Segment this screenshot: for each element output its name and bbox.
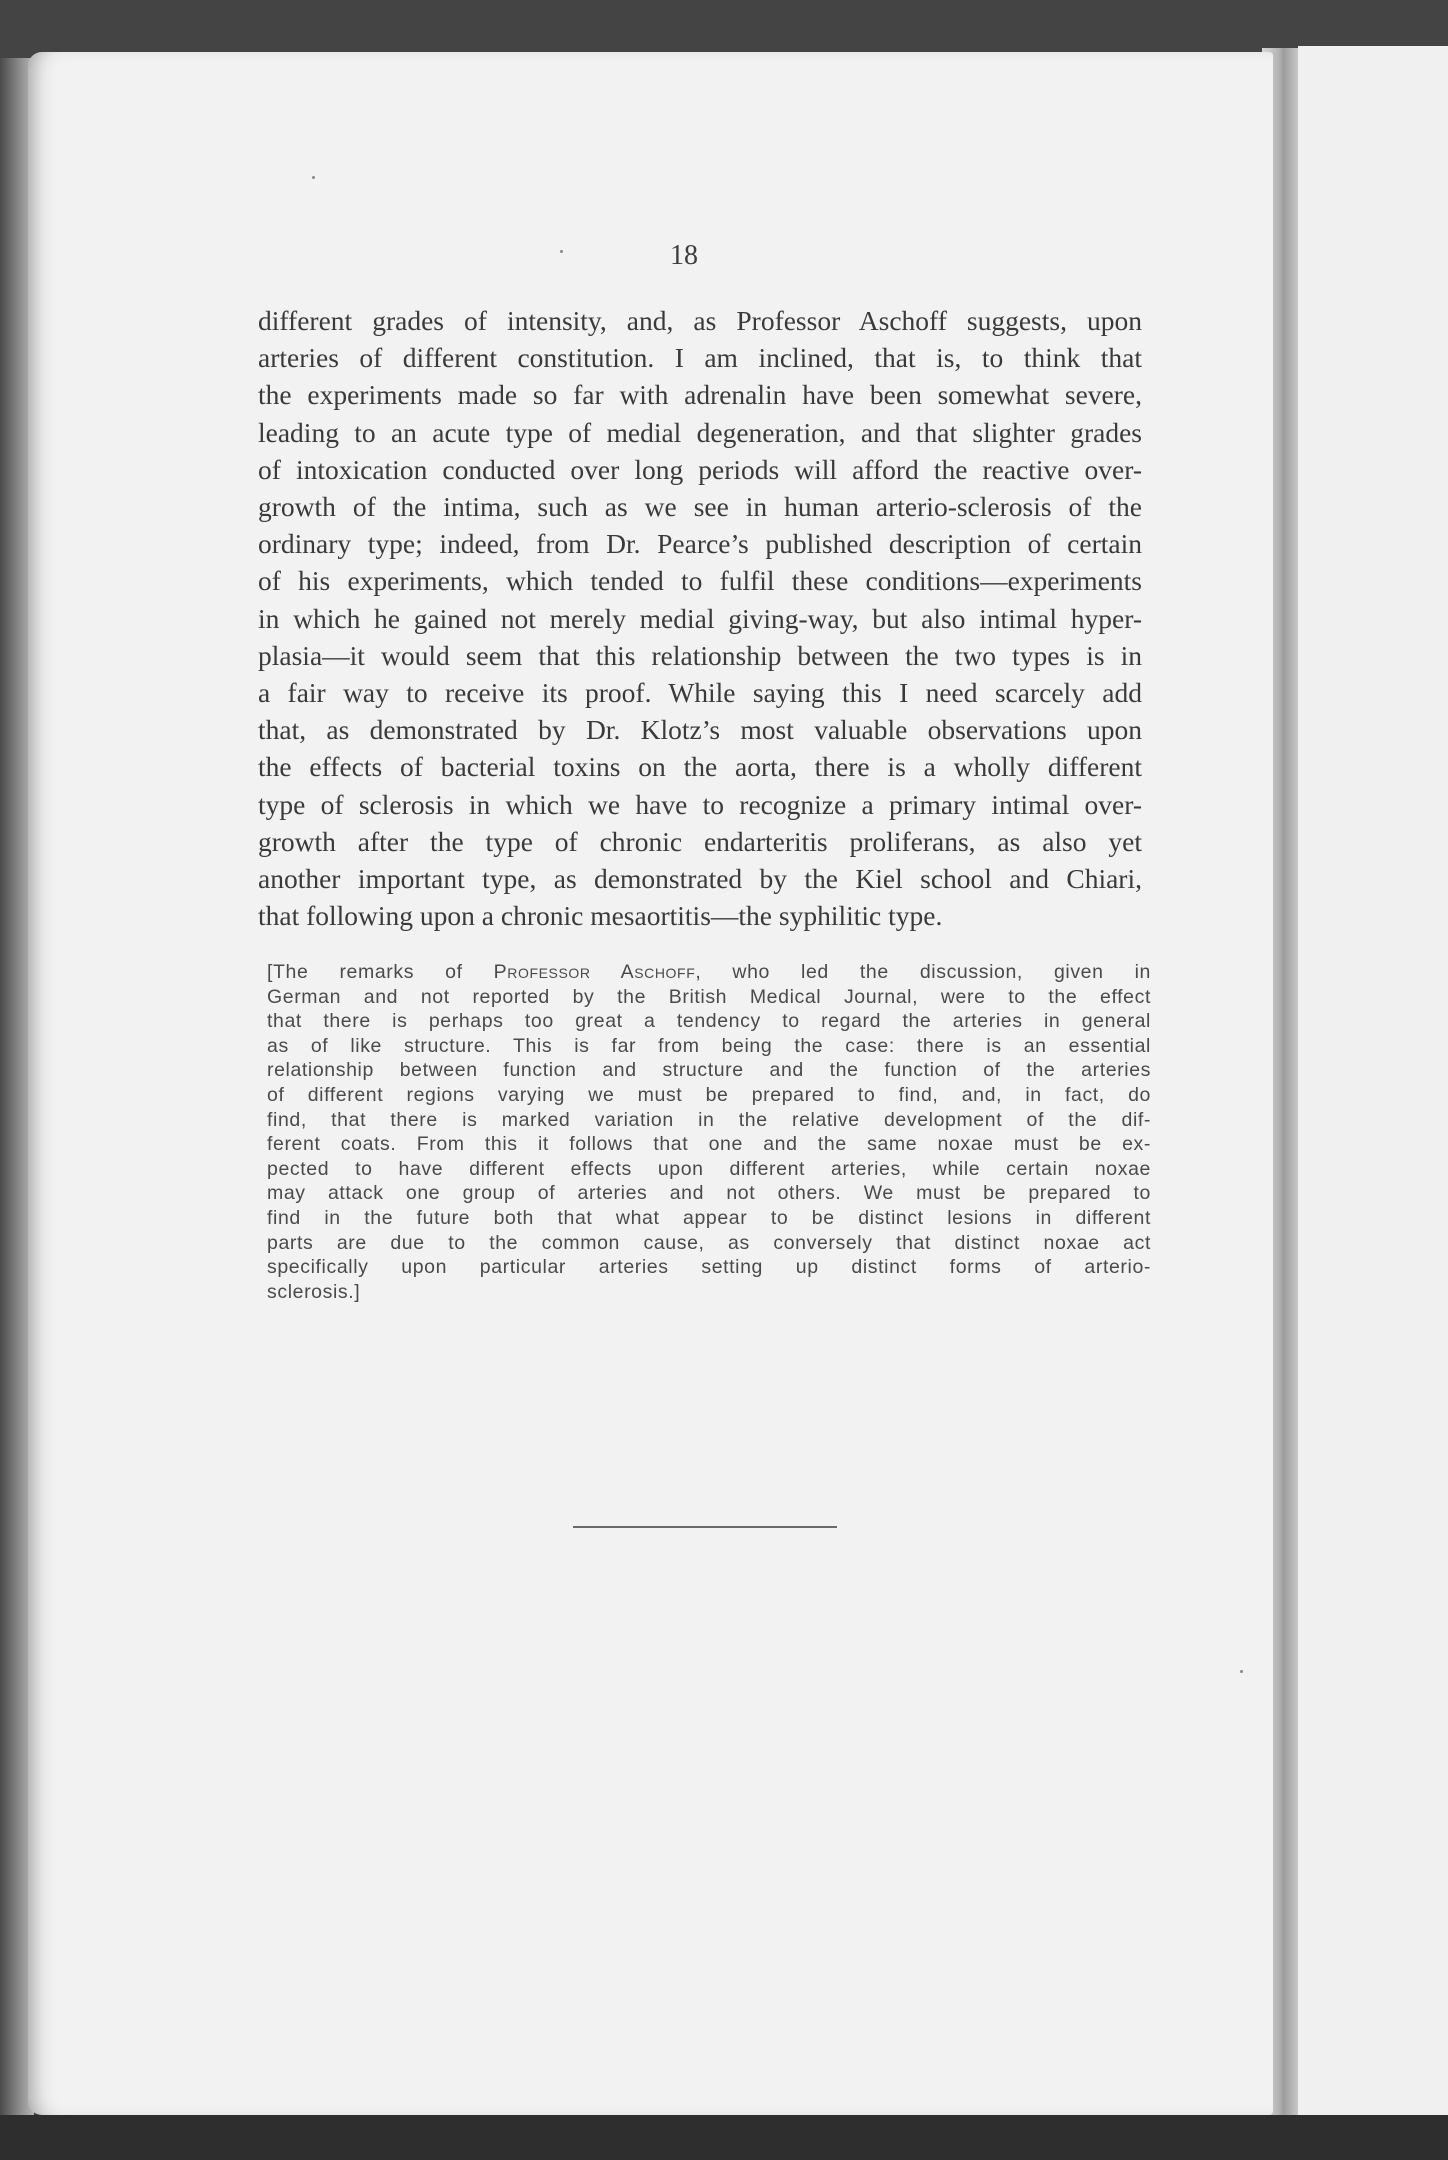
- body-line: a fair way to receive its proof. While saying this I need scarcely add: [258, 677, 1142, 709]
- footnote-line: German and not reported by the British Medical Journal, were to the effect: [267, 985, 1151, 1008]
- footnote-line: as of like structure. This is far from being the case: there is an essential: [267, 1034, 1151, 1057]
- paper-speck: [560, 250, 563, 253]
- body-line: growth after the type of chronic endarteritis proliferans, as also yet: [258, 825, 1142, 857]
- footnote-line: may attack one group of arteries and not others. We must be prepared to: [267, 1182, 1151, 1205]
- footnote-line: ferent coats. From this it follows that one and the same noxae must be ex-: [267, 1133, 1151, 1156]
- body-line: of intoxication conducted over long periods will afford the reactive over-: [258, 453, 1142, 485]
- body-line: ordinary type; indeed, from Dr. Pearce’s published description of certain: [258, 528, 1142, 560]
- body-line: different grades of intensity, and, as Professor Aschoff suggests, upon: [258, 305, 1142, 336]
- footnote-prefix: [The remarks of: [267, 961, 494, 983]
- footnote: [267, 960, 1151, 1304]
- footnote-line: specifically upon particular arteries setting up distinct forms of arterio-: [267, 1256, 1151, 1279]
- paper-speck: [1240, 1670, 1243, 1673]
- body-line: leading to an acute type of medial degeneration, and that slighter grades: [258, 416, 1142, 448]
- footnote-line: relationship between function and structure and the function of the arteries: [267, 1059, 1151, 1082]
- page-number: 18: [670, 240, 698, 271]
- body-line: growth of the intima, such as we see in human arterio-sclerosis of the: [258, 491, 1142, 523]
- body-line: plasia—it would seem that this relationship between the two types is in: [258, 639, 1142, 671]
- facing-page: [1298, 46, 1448, 2115]
- footnote-line: that there is perhaps too great a tendency to regard the arteries in general: [267, 1010, 1151, 1033]
- scan-top-border: [0, 0, 1448, 58]
- body-paragraph: [258, 302, 1142, 934]
- footnote-line: pected to have different effects upon different arteries, while certain noxae: [267, 1157, 1151, 1180]
- body-line: arteries of different constitution. I am inclined, that is, to think that: [258, 342, 1142, 374]
- footnote-line: find, that there is marked variation in the relative development of the dif-: [267, 1108, 1151, 1131]
- scan-bottom-border: [0, 2115, 1448, 2160]
- footnote-speaker: Professor Aschoff: [493, 961, 696, 983]
- body-line: type of sclerosis in which we have to recognize a primary intimal over-: [258, 788, 1142, 820]
- footnote-line: sclerosis.]: [267, 1280, 361, 1303]
- footnote-suffix: , who led the discussion, given in: [695, 961, 1151, 983]
- body-line: that following upon a chronic mesaortitis—the syphilitic type.: [258, 900, 943, 932]
- footnote-line: find in the future both that what appear to be distinct lesions in different: [267, 1206, 1151, 1229]
- footnote-line: of different regions varying we must be prepared to find, and, in fact, do: [267, 1083, 1151, 1106]
- body-line: another important type, as demonstrated by the Kiel school and Chiari,: [258, 863, 1142, 895]
- section-end-rule: [573, 1526, 837, 1528]
- body-line: that, as demonstrated by Dr. Klotz’s most valuable observations upon: [258, 714, 1142, 746]
- footnote-line: parts are due to the common cause, as conversely that distinct noxae act: [267, 1231, 1151, 1254]
- paper-speck: [312, 176, 315, 179]
- body-line: the effects of bacterial toxins on the aorta, there is a wholly different: [258, 751, 1142, 783]
- footnote-line: [267, 960, 1151, 985]
- body-line: in which he gained not merely medial giving-way, but also intimal hyper-: [258, 602, 1142, 634]
- body-line: of his experiments, which tended to fulfil these conditions—experiments: [258, 565, 1142, 597]
- body-line: the experiments made so far with adrenalin have been somewhat severe,: [258, 379, 1142, 411]
